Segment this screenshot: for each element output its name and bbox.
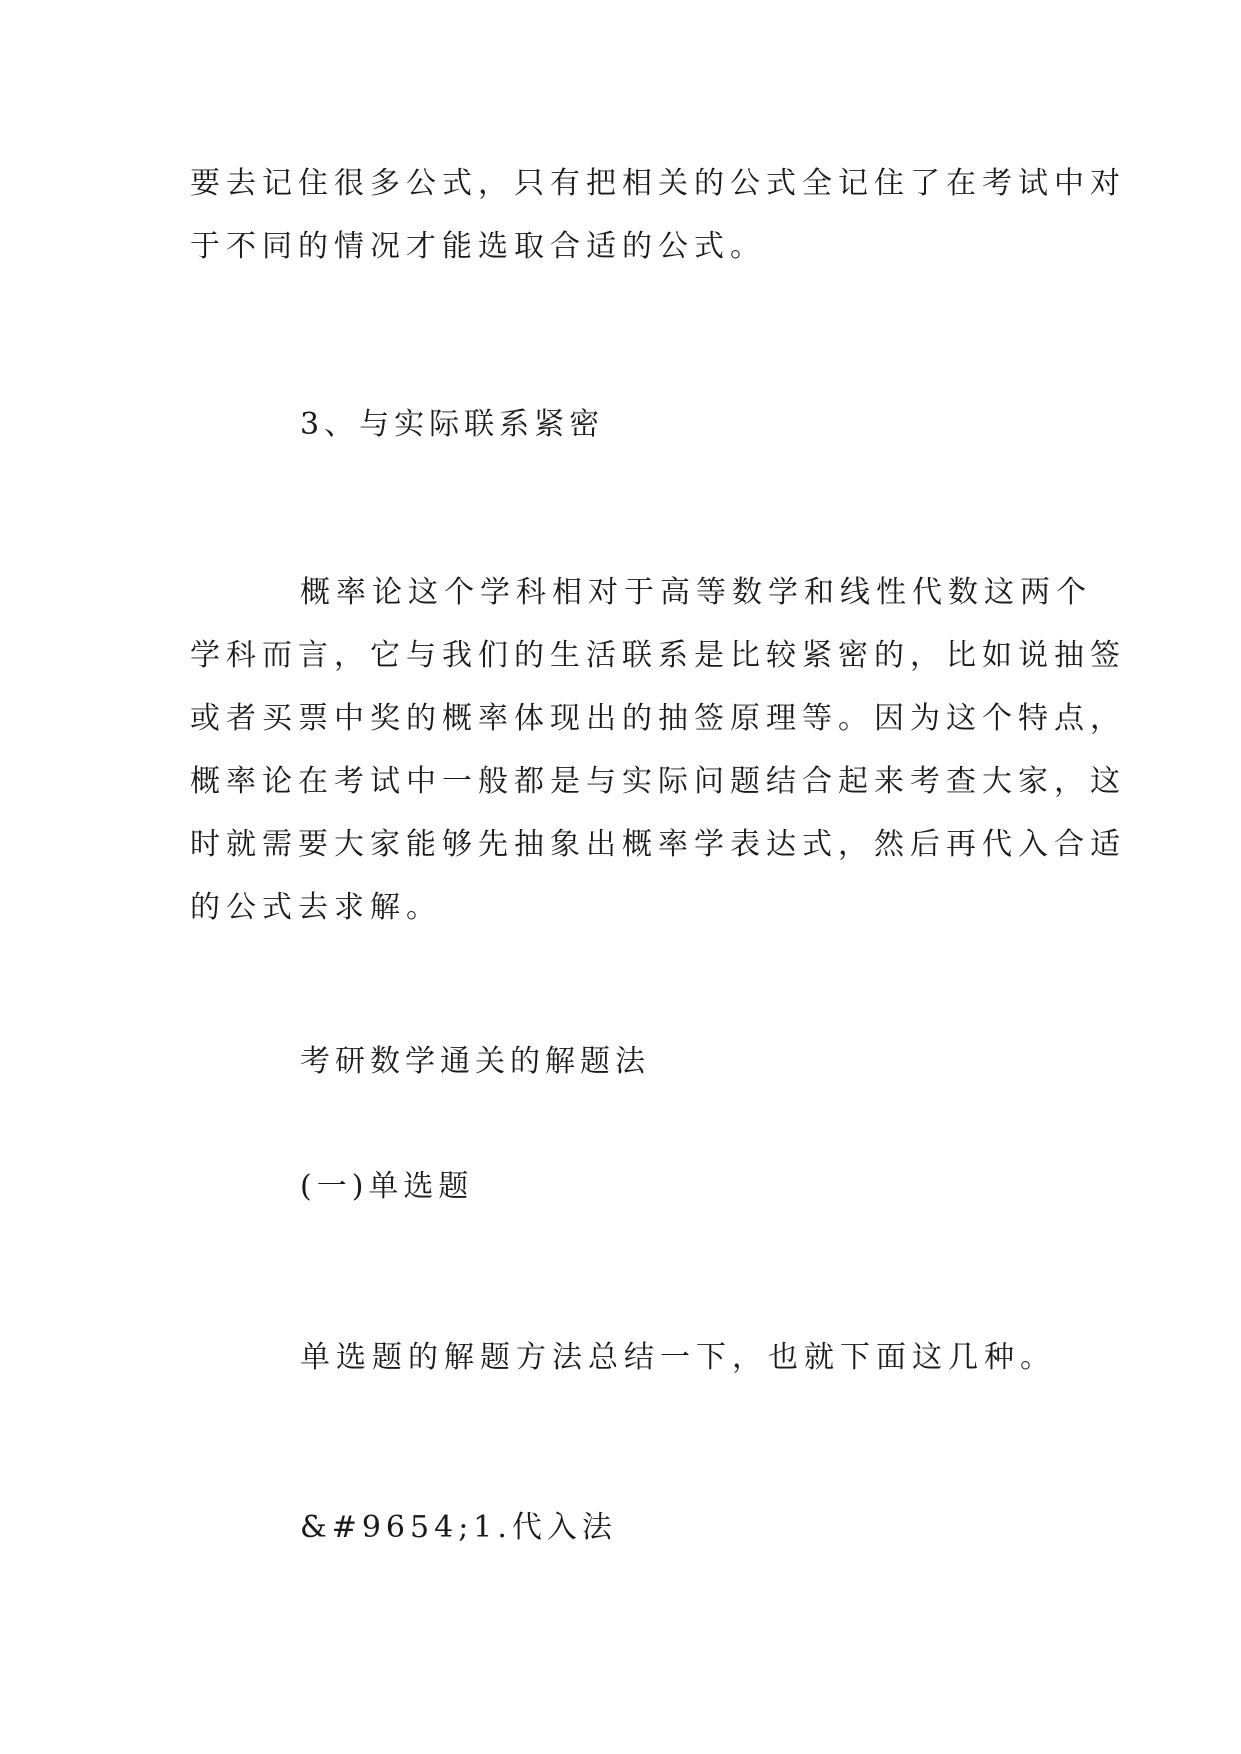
- subsection-title: (一)单选题: [300, 1169, 474, 1204]
- list-item-substitution-method: &#9654;1.代入法: [300, 1510, 617, 1545]
- paragraph-single-choice-intro: 单选题的解题方法总结一下，也就下面这几种。: [300, 1340, 1056, 1375]
- paragraph-formulas: [190, 152, 1126, 278]
- text-line: 的公式去求解。: [190, 890, 442, 925]
- text-line-indented: 概率论这个学科相对于高等数学和线性代数这两个: [300, 575, 1092, 610]
- heading-practical-connection: 3、与实际联系紧密: [300, 407, 605, 442]
- text-line: 或者买票中奖的概率体现出的抽签原理等。因为这个特点，: [190, 701, 1126, 736]
- text-line: 于不同的情况才能选取合适的公式。: [190, 229, 766, 264]
- text-line: 要去记住很多公式，只有把相关的公式全记住了在考试中对: [190, 166, 1126, 201]
- text-line: 时就需要大家能够先抽象出概率学表达式，然后再代入合适: [190, 827, 1126, 862]
- text-line: 学科而言，它与我们的生活联系是比较紧密的，比如说抽签: [190, 638, 1126, 673]
- paragraph-probability: [190, 561, 1126, 939]
- section-title: 考研数学通关的解题法: [300, 1044, 650, 1079]
- text-line: 概率论在考试中一般都是与实际问题结合起来考查大家，这: [190, 764, 1126, 799]
